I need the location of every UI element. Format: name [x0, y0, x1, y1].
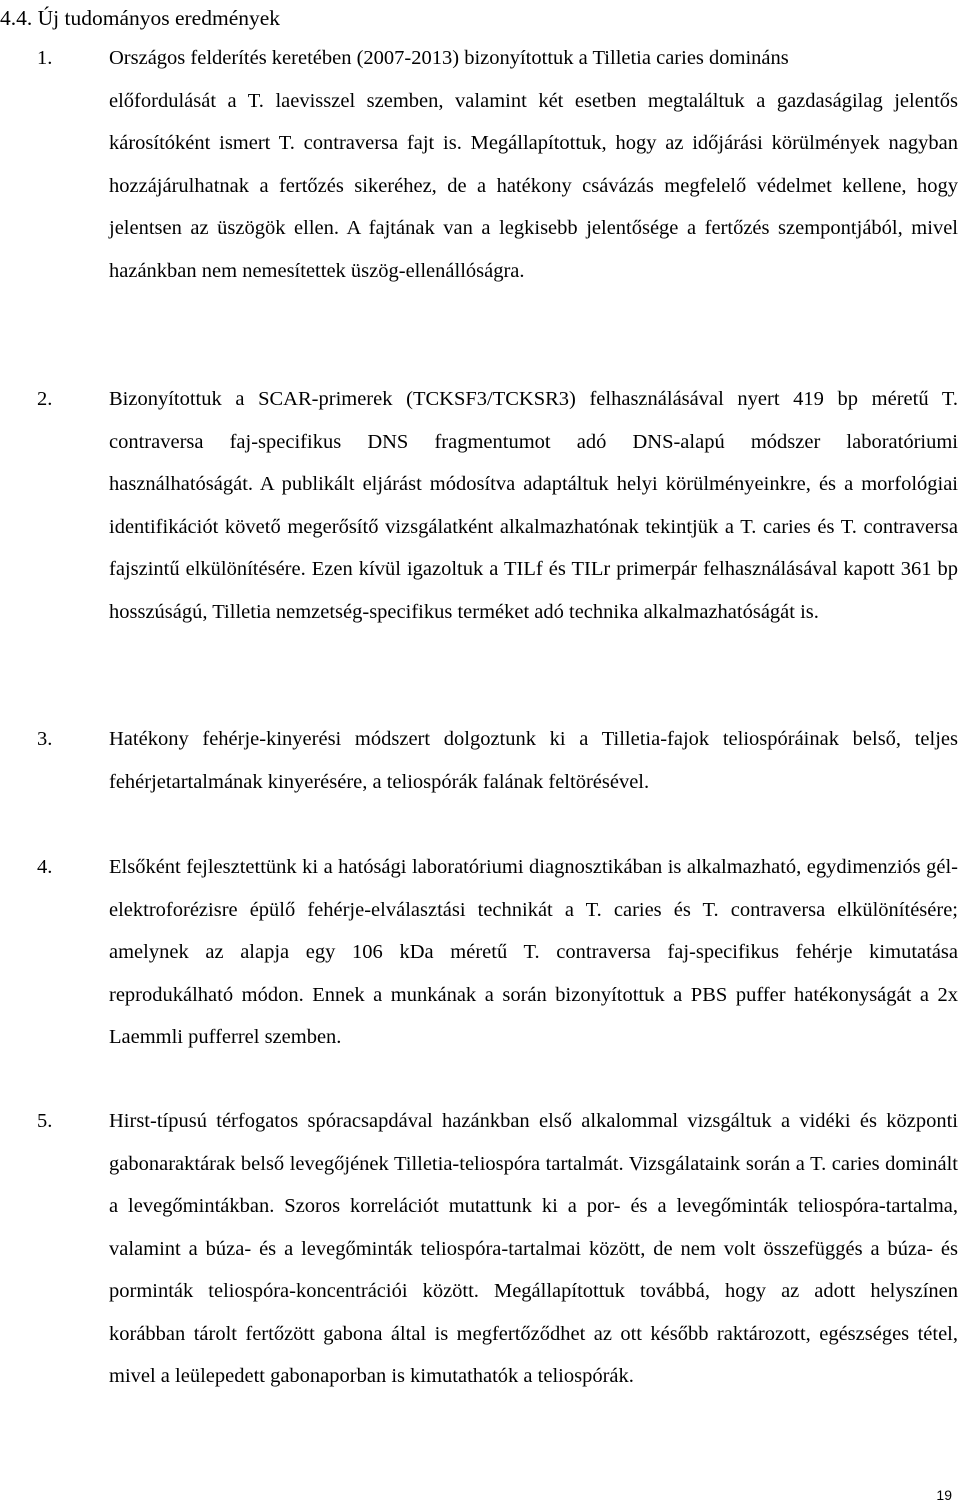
item-text	[109, 37, 958, 80]
item-number: 3.	[37, 728, 53, 750]
item-number: 2.	[37, 388, 53, 410]
item-number: 1.	[37, 47, 53, 69]
item-text: Hirst-típusú térfogatos spóracsapdával hazánkban első alkalommal vizsgáltuk a vidéki és központi gabonaraktárak belső levegőjének Tilletia-teliospóra tartalmát. Vizsgálataink során a T. caries dominált a levegőmintákban. Szoros korrelációt mutattunk ki a por- és a levegőminták teliospóra-tartalma, valamint a búza- és a levegőminták teliospóra-tartalmai között, de nem volt összefüggés a búza- és porminták teliospóra-koncentrációi között. Megállapítottuk továbbá, hogy az adott helyszínen korábban tárolt fertőzött gabona által is megfertőződhet az ott később raktározott, egészséges tétel, mivel a leülepedett gabonaporban is kimutathatók a teliospórák.	[109, 1110, 958, 1387]
item-number: 5.	[37, 1110, 53, 1132]
item-text: Hatékony fehérje-kinyerési módszert dolgoztunk ki a Tilletia-fajok teliospóráinak belső, teljes fehérjetartalmának kinyerésére, a teliospórák falának feltörésével.	[109, 728, 958, 793]
item-text: Bizonyítottuk a SCAR-primerek (TCKSF3/TCKSR3) felhasználásával nyert 419 bp méretű T. contraversa faj-specifikus DNS fragmentumot adó DNS-alapú módszer laboratóriumi használhatóságát. A publikált eljárást módosítva adaptáltuk helyi körülményeinkre, és a morfológiai identifikációt követő megerősítő vizsgálatként alkalmazhatónak tekintjük a T. caries és T. contraversa fajszintű elkülönítésére. Ezen kívül igazoltuk a TILf és TILr primerpár felhasználásával kapott 361 bp hosszúságú, Tilletia nemzetség-specifikus terméket adó technika alkalmazhatóságát is.	[109, 388, 958, 623]
page-number: 19	[936, 1487, 952, 1503]
item-text-continued: előfordulását a T. laevisszel szemben, valamint két esetben megtaláltuk a gazdaságilag jelentős károsítóként ismert T. contraversa fajt is. Megállapítottuk, hogy az időjárási körülmények nagyban hozzájárulhatnak a fertőzés sikeréhez, de a hatékony csávázás megfelelő védelmet kellene, hogy jelentsen az üszögök ellen. A fajtának van a legkisebb jelentősége a fertőzés szempontjából, mivel hazánkban nem nemesítettek üszög-ellenállóságra.	[109, 89, 958, 282]
item-number: 4.	[37, 856, 53, 878]
item-text: Elsőként fejlesztettünk ki a hatósági laboratóriumi diagnosztikában is alkalmazható, egydimenziós gél-elektroforézisre épülő fehérje-elválasztási technikát a T. caries és T. contraversa elkülönítésére; amelynek az alapja egy 106 kDa méretű T. contraversa faj-specifikus fehérje kimutatása reprodukálható módon. Ennek a munkának a során bizonyítottuk a PBS puffer hatékonyságát a 2x Laemmli pufferrel szemben.	[109, 856, 958, 1048]
section-heading: 4.4. Új tudományos eredmények	[0, 6, 281, 30]
item-first-line: Országos felderítés keretében (2007-2013) bizonyítottuk a Tilletia caries domináns	[109, 47, 789, 69]
